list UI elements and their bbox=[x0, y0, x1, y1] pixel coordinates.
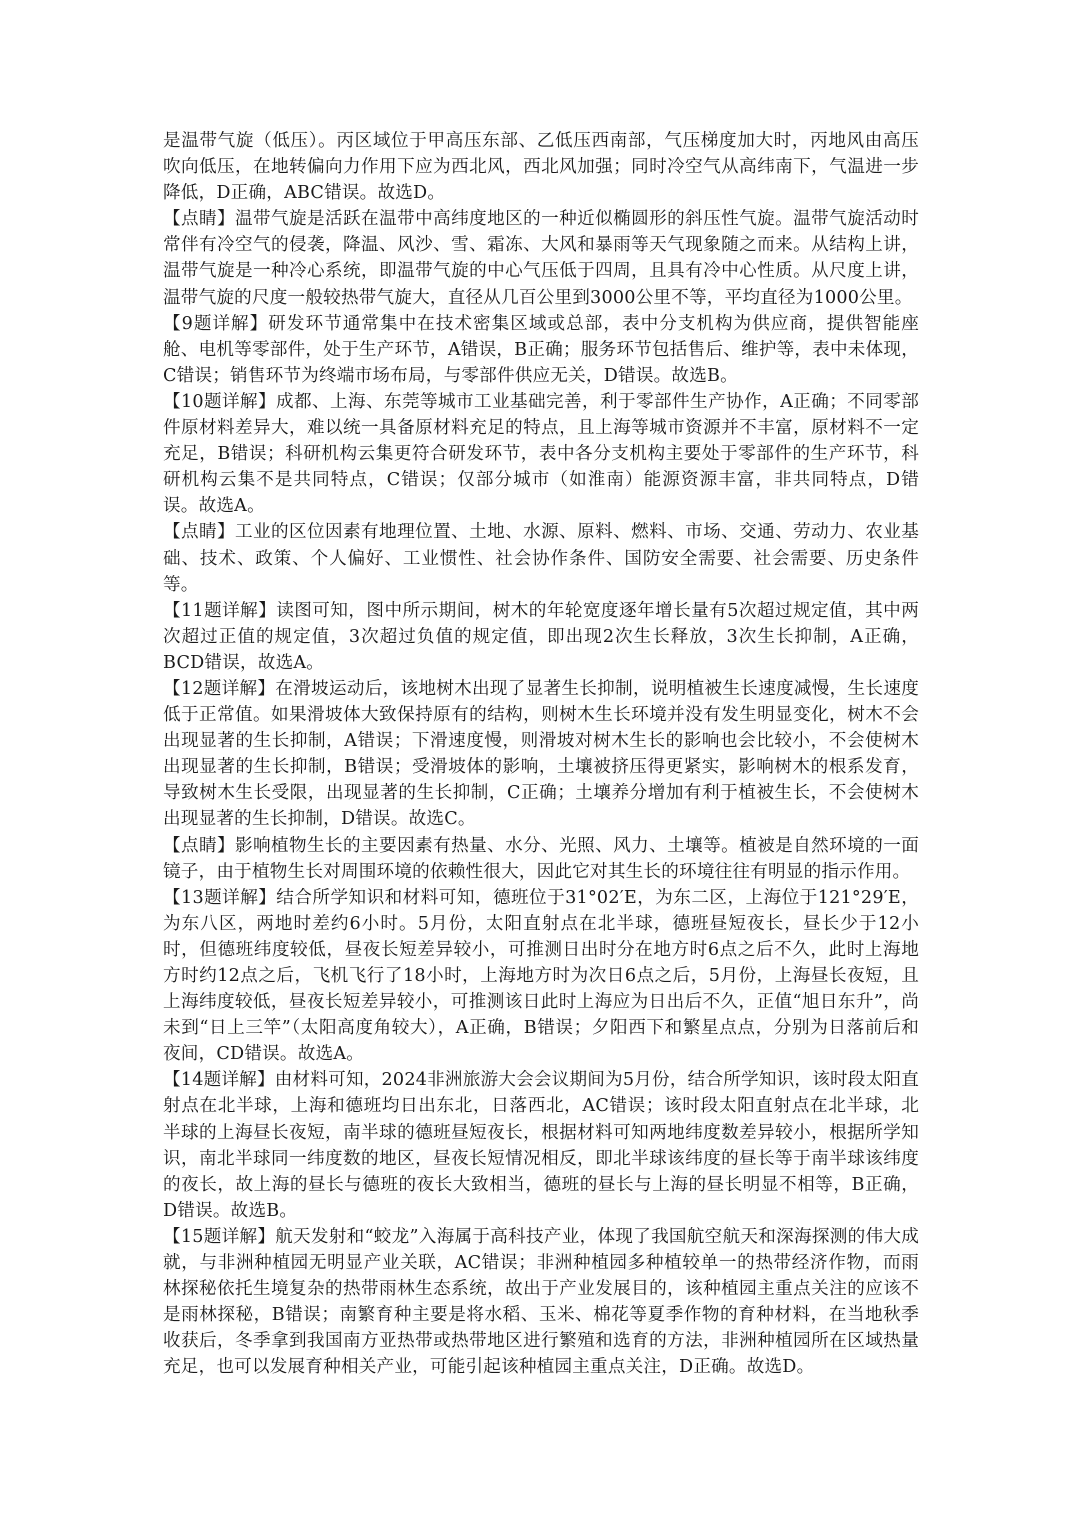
paragraph-q9-explanation: 【9题详解】研发环节通常集中在技术密集区域或总部，表中分支机构为供应商，提供智能座舱、电机等零部件，处于生产环节，A错误，B正确；服务环节包括售后、维护等，表中未体现，C错误；销售环节为终端市场布局，与零部件供应无关，D错误。故选B。 bbox=[163, 313, 919, 386]
document-body bbox=[163, 128, 919, 1381]
paragraph-q15-explanation: 【15题详解】航天发射和“蛟龙”入海属于高科技产业，体现了我国航空航天和深海探测的伟大成就，与非洲种植园无明显产业关联，AC错误；非洲种植园多种植较单一的热带经济作物，而雨林探秘依托生境复杂的热带雨林生态系统，故出于产业发展目的，该种植园主重点关注的应该不是雨林探秘，B错误；南繁育种主要是将水稻、玉米、棉花等夏季作物的育种材料，在当地秋季收获后，冬季拿到我国南方亚热带或热带地区进行繁殖和选育的方法，非洲种植园所在区域热量充足，也可以发展育种相关产业，可能引起该种植园主重点关注，D正确。故选D。 bbox=[163, 1226, 919, 1378]
paragraph-note-industrial-location: 【点睛】工业的区位因素有地理位置、土地、水源、原料、燃料、市场、交通、劳动力、农业基础、技术、政策、个人偏好、工业惯性、社会协作条件、国防安全需要、社会需要、历史条件等。 bbox=[163, 522, 919, 595]
paragraph-q10-explanation: 【10题详解】成都、上海、东莞等城市工业基础完善，利于零部件生产协作，A正确；不同零部件原材料差异大，难以统一具备原材料充足的特点，且上海等城市资源并不丰富，原材料不一定充足，B错误；科研机构云集更符合研发环节，表中各分支机构主要处于零部件的生产环节，科研机构云集不是共同特点，C错误；仅部分城市（如淮南）能源资源丰富，非共同特点，D错误。故选A。 bbox=[163, 391, 919, 517]
paragraph-q13-explanation: 【13题详解】结合所学知识和材料可知，德班位于31°02′E，为东二区，上海位于121°29′E，为东八区，两地时差约6小时。5月份，太阳直射点在北半球，德班昼短夜长，昼长少于12小时，但德班纬度较低，昼夜长短差异较小，可推测日出时分在地方时6点之后不久，此时上海地方时约12点之后，飞机飞行了18小时，上海地方时为次日6点之后，5月份，上海昼长夜短，且上海纬度较低，昼夜长短差异较小，可推测该日此时上海应为日出后不久，正值“旭日东升”，尚未到“日上三竿”（太阳高度角较大），A正确，B错误；夕阳西下和繁星点点，分别为日落前后和夜间，CD错误。故选A。 bbox=[163, 887, 919, 1065]
paragraph-q11-explanation: 【11题详解】读图可知，图中所示期间，树木的年轮宽度逐年增长量有5次超过规定值，其中两次超过正值的规定值，3次超过负值的规定值，即出现2次生长释放，3次生长抑制，A正确，BCD错误，故选A。 bbox=[163, 600, 919, 673]
paragraph-note-temperate-cyclone: 【点睛】温带气旋是活跃在温带中高纬度地区的一种近似椭圆形的斜压性气旋。温带气旋活动时常伴有冷空气的侵袭，降温、风沙、雪、霜冻、大风和暴雨等天气现象随之而来。从结构上讲，温带气旋是一种冷心系统，即温带气旋的中心气压低于四周，且具有冷中心性质。从尺度上讲，温带气旋的尺度一般较热带气旋大，直径从几百公里到3000公里不等，平均直径为1000公里。 bbox=[163, 209, 919, 308]
paragraph-note-plant-growth: 【点睛】影响植物生长的主要因素有热量、水分、光照、风力、土壤等。植被是自然环境的一面镜子，由于植物生长对周围环境的依赖性很大，因此它对其生长的环境往往有明显的指示作用。 bbox=[163, 835, 919, 882]
paragraph-q12-explanation: 【12题详解】在滑坡运动后，该地树木出现了显著生长抑制，说明植被生长速度减慢，生长速度低于正常值。如果滑坡体大致保持原有的结构，则树木生长环境并没有发生明显变化，树木不会出现显著的生长抑制，A错误；下滑速度慢，则滑坡对树木生长的影响也会比较小，不会使树木出现显著的生长抑制，B错误；受滑坡体的影响，土壤被挤压得更紧实，影响树木的根系发育，导致树木生长受限，出现显著的生长抑制，C正确；土壤养分增加有利于植被生长，不会使树木出现显著的生长抑制，D错误。故选C。 bbox=[163, 678, 919, 830]
paragraph-q14-explanation: 【14题详解】由材料可知，2024非洲旅游大会会议期间为5月份，结合所学知识，该时段太阳直射点在北半球，上海和德班均日出东北，日落西北，AC错误；该时段太阳直射点在北半球，北半球的上海昼长夜短，南半球的德班昼短夜长，根据材料可知两地纬度数差异较小，根据所学知识，南北半球同一纬度数的地区，昼夜长短情况相反，即北半球该纬度的昼长等于南半球该纬度的夜长，故上海的昼长与德班的夜长大致相当，德班的昼长与上海的昼长明显不相等，B正确，D错误。故选B。 bbox=[163, 1070, 919, 1221]
paragraph-cyclone-conclusion: 是温带气旋（低压）。丙区域位于甲高压东部、乙低压西南部，气压梯度加大时，丙地风由高压吹向低压，在地转偏向力作用下应为西北风，西北风加强；同时冷空气从高纬南下，气温进一步降低，D正确，ABC错误。故选D。 bbox=[163, 131, 919, 204]
